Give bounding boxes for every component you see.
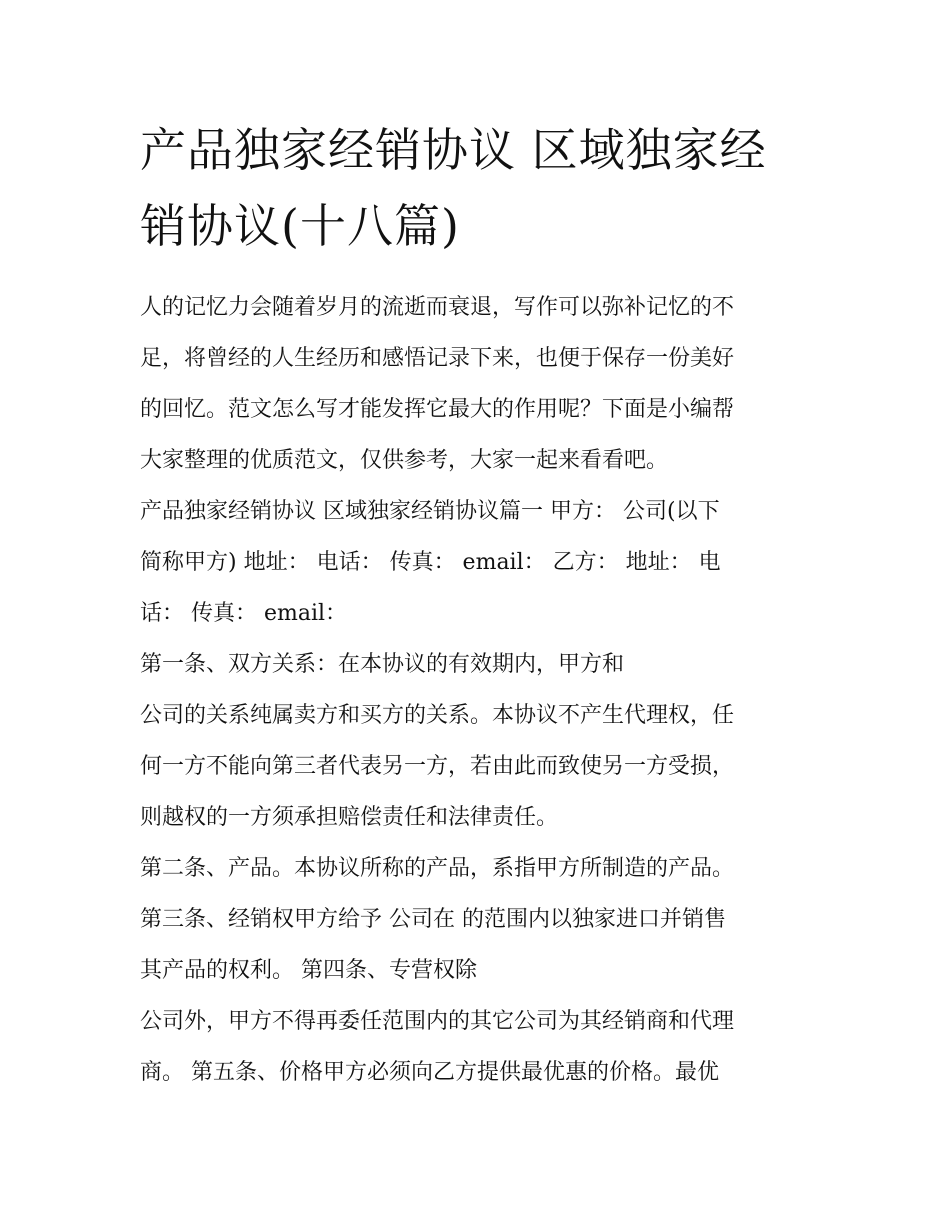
text-line: 产品独家经销协议 区域独家经销协议篇一 甲方： 公司(以下 [140,499,720,524]
text-line: 第三条、经销权甲方给予 公司在 的范围内以独家进口并销售 [140,907,726,932]
title-line: 产品独家经销协议 区域独家经 [140,123,767,177]
text-line: 则越权的一方须承担赔偿责任和法律责任。 [140,805,559,830]
text-line: 何一方不能向第三者代表另一方，若由此而致使另一方受损， [140,754,735,779]
intro-paragraph [140,282,815,486]
text-line: 第二条、产品。本协议所称的产品，系指甲方所制造的产品。 [140,856,735,881]
text-line: 公司的关系纯属卖方和买方的关系。本协议不产生代理权，任 [140,703,735,728]
text-line: 的回忆。范文怎么写才能发挥它最大的作用呢？下面是小编帮 [140,397,735,422]
text-line: 商。 第五条、价格甲方必须向乙方提供最优惠的价格。最优 [140,1060,719,1085]
text-line: 第一条、双方关系：在本协议的有效期内，甲方和 [140,652,625,677]
article-1-body [140,690,815,843]
article-4-5-paragraph [140,996,815,1098]
text-line: 人的记忆力会随着岁月的流逝而衰退，写作可以弥补记忆的不 [140,295,735,320]
document-title [140,112,815,264]
article-1-heading [140,639,815,690]
article-2-paragraph [140,843,815,894]
document-page [140,112,815,1098]
text-line: 话： 传真： email： [140,601,348,626]
parties-paragraph [140,486,815,639]
text-line: 其产品的权利。 第四条、专营权除 [140,958,477,983]
title-line: 销协议(十八篇) [140,199,460,253]
text-line: 简称甲方) 地址： 电话： 传真： email： 乙方： 地址： 电 [140,550,721,575]
text-line: 大家整理的优质范文，仅供参考，大家一起来看看吧。 [140,448,669,473]
text-line: 公司外，甲方不得再委任范围内的其它公司为其经销商和代理 [140,1009,735,1034]
article-3-paragraph [140,894,815,996]
text-line: 足，将曾经的人生经历和感悟记录下来，也便于保存一份美好 [140,346,735,371]
